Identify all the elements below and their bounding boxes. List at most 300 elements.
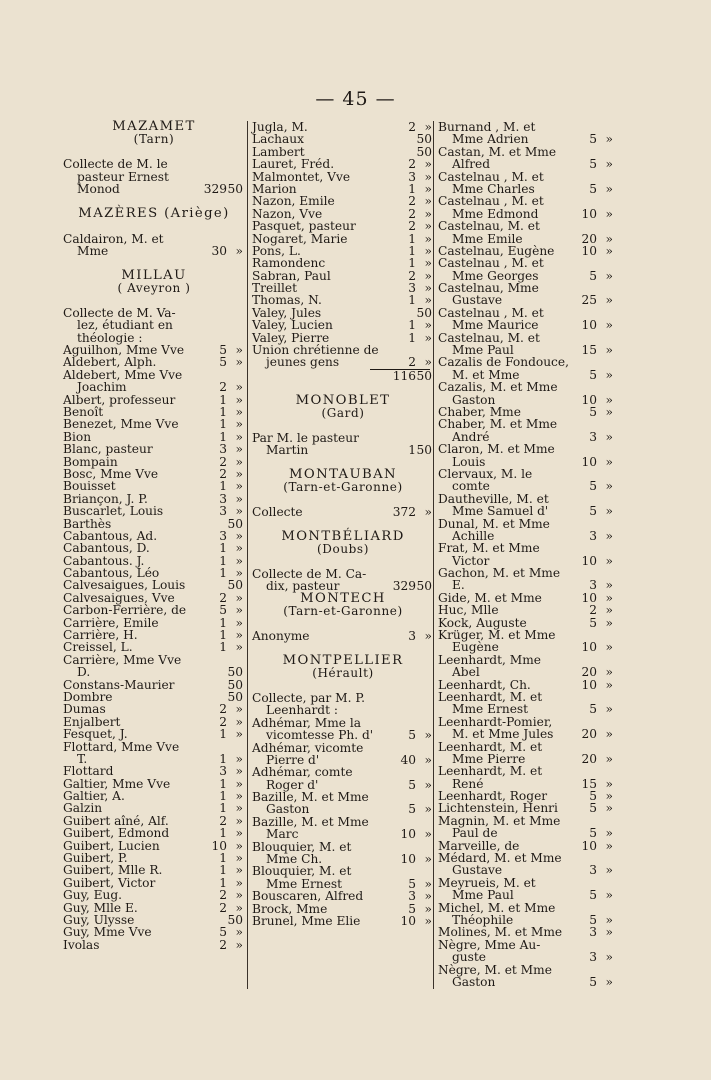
amount-francs: 15 (581, 343, 597, 358)
donor-name: Guibert aîné, Alf. (63, 813, 169, 828)
amount-centimes: » (605, 578, 613, 593)
donor-name: Guy, Ulysse (63, 913, 135, 927)
donor-name: Sabran, Paul (252, 268, 331, 283)
amount-centimes: » (235, 714, 243, 729)
donor-name: Bazille, M. et Mme (252, 814, 369, 829)
amount-centimes: » (605, 925, 613, 940)
amount-francs: 5 (589, 826, 597, 841)
donor-name: Gaston (452, 392, 496, 407)
amount-centimes: » (605, 863, 613, 878)
amount-centimes: » (424, 318, 432, 333)
donor-name: Adhémar, Mme la (252, 715, 362, 730)
donor-name: Creissel, L. (63, 640, 133, 655)
donor-name: Leenhardt, Mme (438, 652, 542, 667)
donor-name: Jugla, M. (252, 120, 308, 134)
amount-francs: 10 (211, 838, 227, 853)
donor-name: Carrière, Emile (63, 615, 159, 630)
donor-name: D. (77, 665, 91, 680)
donor-name: Anonyme (252, 629, 310, 644)
donor-name: Buscarlet, Louis (63, 504, 164, 519)
amount-francs: 1 (219, 392, 227, 407)
amount-centimes: 50 (416, 132, 432, 147)
donor-name: Eugène (452, 640, 499, 655)
amount-centimes: » (424, 206, 432, 221)
amount-francs: 10 (581, 392, 597, 407)
donor-name: Carrière, Mme Vve (63, 652, 182, 667)
donor-name: Bion (63, 429, 92, 444)
amount-centimes: » (424, 157, 432, 172)
amount-francs: 5 (219, 603, 227, 618)
donor-name: Leenhardt : (266, 703, 338, 718)
amount-francs: 3 (219, 442, 227, 457)
amount-centimes: » (605, 429, 613, 444)
donor-name: Mme Paul (452, 888, 514, 903)
donor-name: Brunel, Mme Elie (252, 914, 361, 928)
donor-name: Pasquet, pasteur (252, 219, 356, 234)
locality-heading: MONTECH (300, 590, 386, 606)
donor-row (63, 654, 245, 666)
amount-centimes: » (424, 355, 432, 370)
donor-name: Cabantous. J. (63, 553, 145, 568)
amount-francs: 2 (408, 194, 416, 209)
donor-name: Guibert, Lucien (63, 838, 160, 853)
amount-centimes: » (424, 827, 432, 842)
amount-francs: 2 (408, 219, 416, 234)
amount-centimes: » (235, 875, 243, 890)
amount-francs: 5 (589, 181, 597, 196)
donor-name: lez, étudiant en (77, 318, 173, 333)
donor-name: Carrière, H. (63, 628, 138, 643)
amount-centimes: » (605, 553, 613, 568)
donor-name: Mme Georges (452, 268, 539, 283)
donor-name: Dunal, M. et Mme (438, 516, 550, 531)
amount-francs: 5 (589, 888, 597, 903)
amount-centimes: » (235, 764, 243, 779)
amount-centimes: » (605, 702, 613, 717)
donor-name: Castelnau , M. et (438, 305, 544, 320)
donor-name: Castan, M. et Mme (438, 144, 557, 159)
donor-name: Médard, M. et Mme (438, 851, 562, 866)
donor-row (63, 245, 245, 257)
amount-francs: 5 (589, 974, 597, 989)
donor-row (438, 976, 615, 988)
donor-name: dix, pasteur (266, 579, 340, 594)
amount-centimes: » (235, 776, 243, 791)
donor-name: Nazon, Vve (252, 206, 323, 221)
amount-francs: 2 (408, 268, 416, 283)
amount-centimes: » (424, 256, 432, 271)
donor-name: Guy, Eug. (63, 888, 123, 903)
amount-centimes: » (424, 728, 432, 743)
amount-centimes: » (424, 293, 432, 308)
amount-francs: 1 (219, 404, 227, 419)
donor-name: Dautheville, M. et (438, 491, 549, 506)
donor-name: Martin (266, 443, 309, 458)
amount-francs: 5 (589, 404, 597, 419)
amount-centimes: » (605, 367, 613, 382)
donor-name: Collecte de M. Va- (63, 305, 176, 320)
region-subheading: ( Aveyron ) (117, 281, 191, 296)
amount-francs: 3 (219, 504, 227, 519)
amount-francs: 5 (219, 343, 227, 358)
donor-name: Mme (77, 243, 109, 258)
donor-name: Leenhardt, M. et (438, 764, 543, 779)
amount-centimes: 50 (227, 689, 243, 704)
donor-name: Krüger, M. et Mme (438, 628, 556, 643)
donor-name: Brock, Mme (252, 901, 328, 916)
amount-francs: 372 (392, 505, 416, 520)
amount-francs: 5 (589, 615, 597, 630)
donor-name: Leenhardt, Roger (438, 789, 548, 804)
amount-centimes: » (235, 454, 243, 469)
donor-name: Leenhardt, M. et (438, 689, 543, 704)
donor-name: Meyrueis, M. et (438, 875, 536, 890)
amount-centimes: » (605, 801, 613, 816)
amount-centimes: » (424, 777, 432, 792)
amount-centimes: » (235, 838, 243, 853)
amount-francs: 1 (219, 751, 227, 766)
amount-francs: 1 (219, 640, 227, 655)
donor-name: Bosc, Mme Vve (63, 466, 159, 481)
amount-centimes: » (605, 479, 613, 494)
amount-francs: 2 (589, 603, 597, 618)
donor-name: Mme Ernest (452, 702, 529, 717)
donor-name: Guibert, Victor (63, 875, 156, 890)
donor-name: Blanc, pasteur (63, 442, 153, 457)
donor-name: comte (452, 479, 490, 494)
amount-centimes: » (605, 504, 613, 519)
donor-row (252, 580, 434, 592)
amount-centimes: 50 (416, 368, 432, 383)
amount-francs: 2 (219, 454, 227, 469)
donor-row (63, 939, 245, 951)
donor-name: Castelnau, Eugène (438, 243, 555, 258)
amount-centimes: » (605, 776, 613, 791)
donor-name: Mme Adrien (452, 132, 529, 147)
amount-centimes: » (235, 590, 243, 605)
donor-name: Bompain (63, 454, 118, 469)
region-subheading: (Tarn-et-Garonne) (283, 480, 403, 495)
amount-francs: 5 (408, 876, 416, 891)
amount-centimes: » (605, 206, 613, 221)
donor-name: Marc (266, 827, 299, 842)
amount-centimes: » (605, 231, 613, 246)
amount-francs: 10 (400, 914, 416, 928)
amount-centimes: » (424, 330, 432, 345)
donor-name: Malmontet, Vve (252, 169, 351, 184)
donor-name: Bouisset (63, 479, 116, 494)
donor-name: T. (77, 751, 88, 766)
donor-name: Castelnau, M. et (438, 330, 540, 345)
donor-name: Gachon, M. et Mme (438, 566, 561, 581)
donor-name: Flottard, Mme Vve (63, 739, 180, 754)
amount-centimes: 50 (227, 181, 243, 196)
amount-francs: 1 (408, 330, 416, 345)
amount-francs: 1 (219, 566, 227, 581)
amount-francs: 5 (589, 157, 597, 172)
amount-francs: 2 (219, 466, 227, 481)
donor-name: Adhémar, comte (252, 765, 353, 780)
donor-name: Carbon-Ferrière, de (63, 603, 187, 618)
donor-name: Alfred (452, 157, 491, 172)
donor-name: Collecte (252, 505, 303, 520)
donor-name: Cabantous, Léo (63, 566, 160, 581)
amount-centimes: » (235, 640, 243, 655)
amount-francs: 5 (589, 702, 597, 717)
amount-francs: 3 (219, 528, 227, 543)
amount-centimes: » (235, 392, 243, 407)
donor-name: Nègre, Mme Au- (438, 937, 541, 952)
donor-name: Constans-Maurier (63, 677, 175, 692)
amount-francs: 3 (589, 578, 597, 593)
amount-centimes: » (235, 466, 243, 481)
donor-name: Mme Charles (452, 181, 535, 196)
donor-name: Aldebert, Alph. (63, 355, 157, 370)
donor-name: Joachim (77, 380, 127, 395)
amount-centimes: 50 (416, 443, 432, 458)
donor-name: Caldairon, M. et (63, 231, 164, 246)
donor-name: Marveille, de (438, 838, 520, 853)
donor-name: Guy, Mlle E. (63, 900, 138, 915)
amount-centimes: » (235, 727, 243, 742)
amount-centimes: » (424, 914, 432, 928)
amount-centimes: » (235, 243, 243, 258)
donor-name: Molines, M. et Mme (438, 925, 563, 940)
amount-centimes: » (235, 442, 243, 457)
amount-francs: 3 (408, 169, 416, 184)
amount-francs: 1 (219, 801, 227, 816)
amount-centimes: » (605, 157, 613, 172)
amount-francs: 1 (408, 443, 416, 458)
amount-centimes: 50 (416, 579, 432, 594)
column-1 (63, 121, 245, 951)
donor-name: Guibert, Mlle R. (63, 863, 163, 878)
amount-centimes: 50 (227, 516, 243, 531)
amount-centimes: » (605, 318, 613, 333)
donor-name: Leenhardt, Ch. (438, 677, 531, 692)
donor-name: jeunes gens (266, 355, 340, 370)
amount-francs: 5 (219, 355, 227, 370)
amount-centimes: » (424, 231, 432, 246)
donor-name: Mme Edmond (452, 206, 539, 221)
donor-row (63, 741, 245, 753)
donor-name: Marion (252, 181, 297, 196)
amount-centimes: 50 (227, 578, 243, 593)
donor-name: Clervaux, M. le (438, 466, 533, 481)
amount-centimes: » (235, 628, 243, 643)
amount-centimes: » (605, 404, 613, 419)
amount-francs: 1 (219, 863, 227, 878)
donor-name: Castelnau , M. et (438, 169, 544, 184)
donor-row (252, 506, 434, 518)
locality-heading: MONTPELLIER (282, 652, 404, 668)
donor-name: Cabantous, Ad. (63, 528, 158, 543)
amount-francs: 20 (581, 231, 597, 246)
amount-francs: 10 (581, 553, 597, 568)
donor-name: Claron, M. et Mme (438, 442, 555, 457)
donor-name: Guibert, Edmond (63, 826, 170, 841)
amount-francs: 2 (408, 206, 416, 221)
donor-name: Monod (77, 181, 120, 196)
amount-centimes: » (235, 380, 243, 395)
donor-name: Ivolas (63, 937, 100, 952)
donor-name: Nogaret, Marie (252, 231, 348, 246)
locality-heading: MONTAUBAN (289, 466, 397, 482)
amount-francs: 2 (219, 380, 227, 395)
amount-centimes: » (424, 219, 432, 234)
amount-francs: 3 (219, 764, 227, 779)
donor-name: Adhémar, vicomte (252, 740, 364, 755)
amount-centimes: » (605, 838, 613, 853)
amount-francs: 1 (219, 776, 227, 791)
page-number: — 45 — (315, 88, 396, 110)
donor-name: guste (452, 950, 487, 965)
amount-centimes: » (235, 789, 243, 804)
amount-francs: 3 (589, 429, 597, 444)
amount-centimes: » (424, 752, 432, 767)
amount-francs: 1 (219, 789, 227, 804)
amount-francs: 10 (581, 318, 597, 333)
donor-name: Galtier, Mme Vve (63, 776, 171, 791)
amount-centimes: » (605, 677, 613, 692)
donor-name: Louis (452, 454, 486, 469)
donor-name: Lambert (252, 144, 305, 159)
donor-name: théologie : (77, 330, 143, 345)
donor-name: Barthès (63, 516, 112, 531)
donor-name: Abel (452, 665, 480, 680)
amount-centimes: » (605, 727, 613, 742)
donor-name: Flottard (63, 764, 114, 779)
amount-centimes: » (605, 789, 613, 804)
amount-centimes: » (605, 392, 613, 407)
amount-francs: 1 (219, 875, 227, 890)
donor-name: Théophile (452, 913, 514, 927)
donor-name: Galtier, A. (63, 789, 125, 804)
amount-centimes: » (235, 863, 243, 878)
amount-centimes: » (605, 751, 613, 766)
donor-row (252, 630, 434, 642)
amount-francs: 3 (589, 528, 597, 543)
amount-francs: 5 (589, 913, 597, 927)
amount-francs: 10 (581, 640, 597, 655)
donor-name: Aguilhon, Mme Vve (63, 343, 185, 358)
amount-francs: 5 (589, 479, 597, 494)
amount-francs: 1 (219, 553, 227, 568)
locality-heading: MONOBLET (295, 392, 391, 408)
amount-francs: 3 (408, 629, 416, 644)
amount-centimes: » (424, 194, 432, 209)
amount-francs: 1 (219, 826, 227, 841)
donor-name: Paul de (452, 826, 498, 841)
amount-centimes: » (235, 900, 243, 915)
amount-francs: 5 (408, 777, 416, 792)
amount-francs: 116 (392, 368, 416, 383)
donor-name: Cazalis de Fondouce, (438, 355, 569, 370)
donor-name: E. (452, 578, 465, 593)
region-subheading: (Tarn) (133, 132, 175, 147)
amount-centimes: » (235, 491, 243, 506)
donor-name: Frat, M. et Mme (438, 541, 540, 556)
donor-name: Michel, M. et Mme (438, 900, 556, 915)
amount-centimes: » (424, 505, 432, 520)
amount-francs: 2 (408, 157, 416, 172)
donor-name: Gustave (452, 863, 503, 878)
donor-name: Leenhardt, M. et (438, 739, 543, 754)
locality-heading: MAZAMET (112, 119, 196, 134)
donor-name: Magnin, M. et Mme (438, 813, 561, 828)
amount-centimes: » (605, 343, 613, 358)
donor-name: Achille (452, 528, 495, 543)
amount-centimes: » (235, 925, 243, 940)
amount-francs: 3 (589, 925, 597, 940)
donor-name: Blouquier, M. et (252, 864, 352, 879)
donor-name: Collecte de M. Ca- (252, 567, 367, 582)
column-3 (438, 121, 615, 988)
amount-francs: 5 (589, 367, 597, 382)
amount-centimes: » (235, 504, 243, 519)
donor-row (252, 370, 434, 382)
amount-centimes: » (605, 826, 613, 841)
amount-centimes: » (235, 528, 243, 543)
amount-centimes: » (605, 181, 613, 196)
amount-centimes: » (424, 268, 432, 283)
donor-name: Pierre d' (266, 752, 320, 767)
amount-francs: 2 (219, 900, 227, 915)
amount-francs: 10 (581, 243, 597, 258)
region-subheading: (Doubs) (317, 542, 369, 557)
donor-name: Mme Pierre (452, 751, 526, 766)
donor-name: Roger d' (266, 777, 319, 792)
donor-row (252, 444, 434, 456)
amount-centimes: » (424, 876, 432, 891)
amount-centimes: » (235, 751, 243, 766)
amount-centimes: » (605, 665, 613, 680)
amount-centimes: » (235, 702, 243, 717)
amount-francs: 2 (219, 888, 227, 903)
amount-francs: 1 (219, 727, 227, 742)
amount-centimes: » (235, 813, 243, 828)
amount-centimes: » (235, 429, 243, 444)
donor-name: Union chrétienne de (252, 343, 379, 358)
amount-francs: 20 (581, 727, 597, 742)
amount-francs: 3 (589, 950, 597, 965)
donor-name: Collecte de M. le (63, 157, 168, 172)
donor-name: Kock, Auguste (438, 615, 527, 630)
donor-name: Bazille, M. et Mme (252, 790, 369, 805)
amount-francs: 5 (408, 901, 416, 916)
donor-name: Calvesaigues, Louis (63, 578, 186, 593)
amount-francs: 3 (219, 491, 227, 506)
donor-name: Valey, Pierre (252, 330, 330, 345)
region-subheading: (Tarn-et-Garonne) (283, 604, 403, 619)
donor-name: Bouscaren, Alfred (252, 889, 364, 904)
amount-centimes: » (605, 590, 613, 605)
amount-centimes: » (235, 404, 243, 419)
amount-centimes: » (605, 268, 613, 283)
donor-name: Ramondenc (252, 256, 326, 271)
donor-name: Fesquet, J. (63, 727, 128, 742)
donor-row (63, 183, 245, 195)
locality-heading: MAZÈRES (Ariège) (78, 205, 230, 221)
amount-francs: 1 (219, 628, 227, 643)
region-subheading: (Hérault) (312, 666, 374, 681)
amount-francs: 25 (581, 293, 597, 308)
donor-name: Nazon, Emile (252, 194, 335, 209)
donor-name: M. et Mme Jules (452, 727, 554, 742)
amount-francs: 40 (400, 752, 416, 767)
amount-francs: 1 (408, 243, 416, 258)
amount-centimes: » (235, 541, 243, 556)
